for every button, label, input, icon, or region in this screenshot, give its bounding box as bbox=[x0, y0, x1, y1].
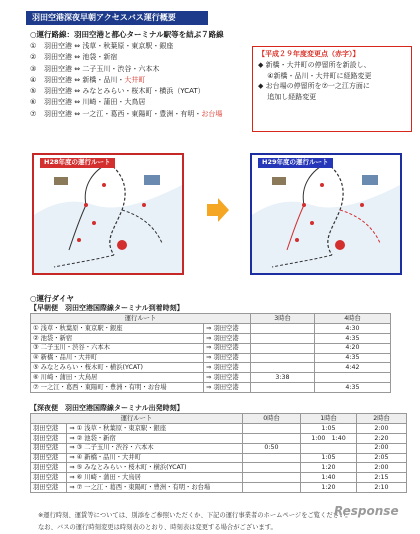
time-cell: 4:35 bbox=[315, 382, 391, 392]
route-stops: 池袋・新宿 bbox=[82, 53, 118, 62]
time-cell: 4:42 bbox=[315, 363, 391, 373]
time-cell: 2:00 bbox=[357, 424, 407, 434]
early-timetable bbox=[30, 313, 391, 392]
late-timetable bbox=[30, 413, 407, 492]
time-cell bbox=[243, 482, 301, 492]
ops-heading: ○運行ダイヤ bbox=[30, 294, 74, 303]
route-cell: ⑤ みなとみらい・桜木町・横浜(YCAT) bbox=[31, 363, 204, 373]
route-number: ④ bbox=[30, 75, 37, 84]
time-cell: 4:35 bbox=[315, 353, 391, 363]
table-row bbox=[31, 333, 391, 343]
table-row bbox=[31, 343, 391, 353]
time-cell bbox=[315, 373, 391, 383]
time-cell: 4:30 bbox=[315, 324, 391, 334]
route-cell: ⇒ ② 池袋・新宿 bbox=[67, 433, 243, 443]
time-cell: 1:40 bbox=[301, 473, 357, 483]
table-row bbox=[31, 443, 407, 453]
header-3h: 3時台 bbox=[251, 314, 315, 324]
time-cell: 2:05 bbox=[357, 453, 407, 463]
route-number: ⑥ bbox=[30, 98, 37, 107]
time-cell bbox=[251, 343, 315, 353]
time-cell bbox=[243, 424, 301, 434]
route-number: ⑦ bbox=[30, 109, 37, 118]
route-cell: ③ 二子玉川・渋谷・六本木 bbox=[31, 343, 204, 353]
time-cell: 0:50 bbox=[243, 443, 301, 453]
route-origin: 羽田空港 ⇔ bbox=[44, 87, 83, 96]
header-0h: 0時台 bbox=[243, 414, 301, 424]
time-cell: 4:20 bbox=[315, 343, 391, 353]
origin-cell: 羽田空港 bbox=[31, 453, 67, 463]
route-map-h28 bbox=[32, 153, 184, 275]
origin-cell: 羽田空港 bbox=[31, 433, 67, 443]
route-item bbox=[30, 53, 222, 64]
origin-cell: 羽田空港 bbox=[31, 424, 67, 434]
time-cell bbox=[243, 473, 301, 483]
table-row bbox=[31, 382, 391, 392]
route-map-h28-drawing bbox=[34, 155, 182, 273]
table-row bbox=[31, 453, 407, 463]
route-number: ③ bbox=[30, 64, 37, 73]
table-row bbox=[31, 373, 391, 383]
route-cell: ② 池袋・新宿 bbox=[31, 333, 204, 343]
time-cell bbox=[251, 382, 315, 392]
notice-line: ◆ お台場の停留所を⑦一之江方面に bbox=[258, 82, 370, 91]
destination-cell: ⇒ 羽田空港 bbox=[204, 382, 251, 392]
route-cell: ⇒ ⑥ 川崎・蒲田・大鳥居 bbox=[67, 473, 243, 483]
time-cell: 3:38 bbox=[251, 373, 315, 383]
right-arrow-icon bbox=[207, 198, 229, 222]
header-4h: 4時台 bbox=[315, 314, 391, 324]
late-caption: 【深夜便 羽田空港国際線ターミナル出発時刻】 bbox=[30, 404, 184, 412]
route-cell: ⇒ ① 浅草・秋葉原・東京駅・銀座 bbox=[67, 424, 243, 434]
route-new-stop: お台場 bbox=[201, 109, 223, 118]
route-cell: ⇒ ③ 二子玉川・渋谷・六本木 bbox=[67, 443, 243, 453]
time-cell: 4:35 bbox=[315, 333, 391, 343]
route-number: ② bbox=[30, 53, 37, 62]
table-row bbox=[31, 424, 407, 434]
destination-cell: ⇒ 羽田空港 bbox=[204, 333, 251, 343]
header-route: 運行ルート bbox=[31, 314, 251, 324]
time-cell: 1:00 1:40 bbox=[301, 433, 357, 443]
time-cell: 2:10 bbox=[357, 482, 407, 492]
route-stops: 新橋・品川・ bbox=[82, 75, 125, 84]
time-cell: 2:15 bbox=[357, 473, 407, 483]
route-stops: 一之江・葛西・東陽町・豊洲・有明・ bbox=[82, 109, 202, 118]
route-origin: 羽田空港 ⇔ bbox=[44, 42, 83, 50]
destination-cell: ⇒ 羽田空港 bbox=[204, 353, 251, 363]
document-title: 羽田空港深夜早朝アクセスバス運行概要 bbox=[26, 11, 208, 25]
destination-cell: ⇒ 羽田空港 bbox=[204, 343, 251, 353]
route-cell: ① 浅草・秋葉原・東京駅・銀座 bbox=[31, 324, 204, 334]
route-item bbox=[30, 98, 222, 109]
route-cell: ⑦ 一之江・葛西・東陽町・豊洲・有明・お台場 bbox=[31, 382, 204, 392]
route-number: ⑤ bbox=[30, 87, 37, 96]
destination-cell: ⇒ 羽田空港 bbox=[204, 363, 251, 373]
notice-line: 追加し経路変更 bbox=[258, 92, 317, 101]
header-2h: 2時台 bbox=[357, 414, 407, 424]
route-origin: 羽田空港 ⇔ bbox=[44, 64, 83, 73]
table-row bbox=[31, 353, 391, 363]
route-origin: 羽田空港 ⇔ bbox=[44, 109, 83, 118]
time-cell bbox=[251, 363, 315, 373]
route-stops: 二子玉川・渋谷・六本木 bbox=[82, 64, 160, 73]
route-cell: ⇒ ⑤ みなとみらい・桜木町・横浜(YCAT) bbox=[67, 463, 243, 473]
time-cell bbox=[301, 443, 357, 453]
route-stops: みなとみらい・桜木町・横浜（YCAT） bbox=[82, 87, 205, 96]
table-row bbox=[31, 473, 407, 483]
time-cell: 1:20 bbox=[301, 463, 357, 473]
footnote: ※運行時刻、運賃等については、別添をご参照いただくか、下記の運行事業者のホームページをご覧ください。 bbox=[38, 512, 352, 519]
time-cell bbox=[251, 324, 315, 334]
table-row bbox=[31, 363, 391, 373]
time-cell bbox=[243, 433, 301, 443]
route-origin: 羽田空港 ⇔ bbox=[44, 98, 83, 107]
route-number: ① bbox=[30, 42, 37, 50]
table-row bbox=[31, 463, 407, 473]
route-stops: 浅草・秋葉原・東京駅・銀座 bbox=[82, 42, 174, 50]
early-caption: 【早朝便 羽田空港国際線ターミナル到着時刻】 bbox=[30, 304, 184, 312]
origin-cell: 羽田空港 bbox=[31, 482, 67, 492]
map-h29-label: H29年度の運行ルート bbox=[258, 158, 333, 168]
route-cell: ⇒ ④ 新橋・品川・大井町 bbox=[67, 453, 243, 463]
watermark-logo: Response bbox=[334, 504, 399, 518]
early-table-wrap bbox=[30, 304, 391, 393]
time-cell: 1:05 bbox=[301, 453, 357, 463]
time-cell bbox=[243, 463, 301, 473]
table-row bbox=[31, 433, 407, 443]
route-map-h29-drawing bbox=[252, 155, 400, 273]
notice-line: ④新橋・品川・大井町に経路変更 bbox=[258, 71, 372, 80]
origin-cell: 羽田空港 bbox=[31, 463, 67, 473]
late-table-wrap bbox=[30, 404, 407, 493]
time-cell bbox=[251, 353, 315, 363]
time-cell: 2:20 bbox=[357, 433, 407, 443]
route-item bbox=[30, 110, 222, 121]
route-item bbox=[30, 76, 222, 87]
route-list bbox=[30, 42, 222, 121]
time-cell: 2:00 bbox=[357, 443, 407, 453]
footnote-2: なお、バスの運行時刻変更は時刻表のとおり、時刻表は変更する場合がございます。 bbox=[38, 524, 277, 531]
table-row bbox=[31, 482, 407, 492]
time-cell bbox=[243, 453, 301, 463]
route-cell: ⑥ 川崎・蒲田・大鳥居 bbox=[31, 373, 204, 383]
routes-heading: ○運行路線：羽田空港と都心ターミナル駅等を結ぶ７路線 bbox=[30, 30, 224, 39]
destination-cell: ⇒ 羽田空港 bbox=[204, 324, 251, 334]
header-route: 運行ルート bbox=[31, 414, 243, 424]
route-origin: 羽田空港 ⇔ bbox=[44, 53, 83, 62]
time-cell: 1:20 bbox=[301, 482, 357, 492]
notice-line: ◆ 新橋・大井町の停留所を新設し、 bbox=[258, 61, 371, 70]
route-origin: 羽田空港 ⇔ bbox=[44, 75, 83, 84]
origin-cell: 羽田空港 bbox=[31, 443, 67, 453]
table-row bbox=[31, 324, 391, 334]
route-map-h29 bbox=[250, 153, 402, 275]
change-notice-box bbox=[252, 46, 412, 132]
route-item bbox=[30, 87, 222, 98]
destination-cell: ⇒ 羽田空港 bbox=[204, 373, 251, 383]
time-cell: 1:05 bbox=[301, 424, 357, 434]
route-item bbox=[30, 65, 222, 76]
time-cell: 2:00 bbox=[357, 463, 407, 473]
notice-title: 【平成２９年度変更点（赤字）】 bbox=[258, 50, 360, 58]
route-stops: 川崎・蒲田・大鳥居 bbox=[82, 98, 146, 107]
map-h28-label: H28年度の運行ルート bbox=[40, 158, 115, 168]
route-new-stop: 大井町 bbox=[124, 75, 146, 84]
route-cell: ④ 新橋・品川・大井町 bbox=[31, 353, 204, 363]
origin-cell: 羽田空港 bbox=[31, 473, 67, 483]
time-cell bbox=[251, 333, 315, 343]
header-1h: 1時台 bbox=[301, 414, 357, 424]
route-cell: ⇒ ⑦ 一之江・葛西・東陽町・豊洲・有明・お台場 bbox=[67, 482, 243, 492]
route-item bbox=[30, 42, 222, 53]
